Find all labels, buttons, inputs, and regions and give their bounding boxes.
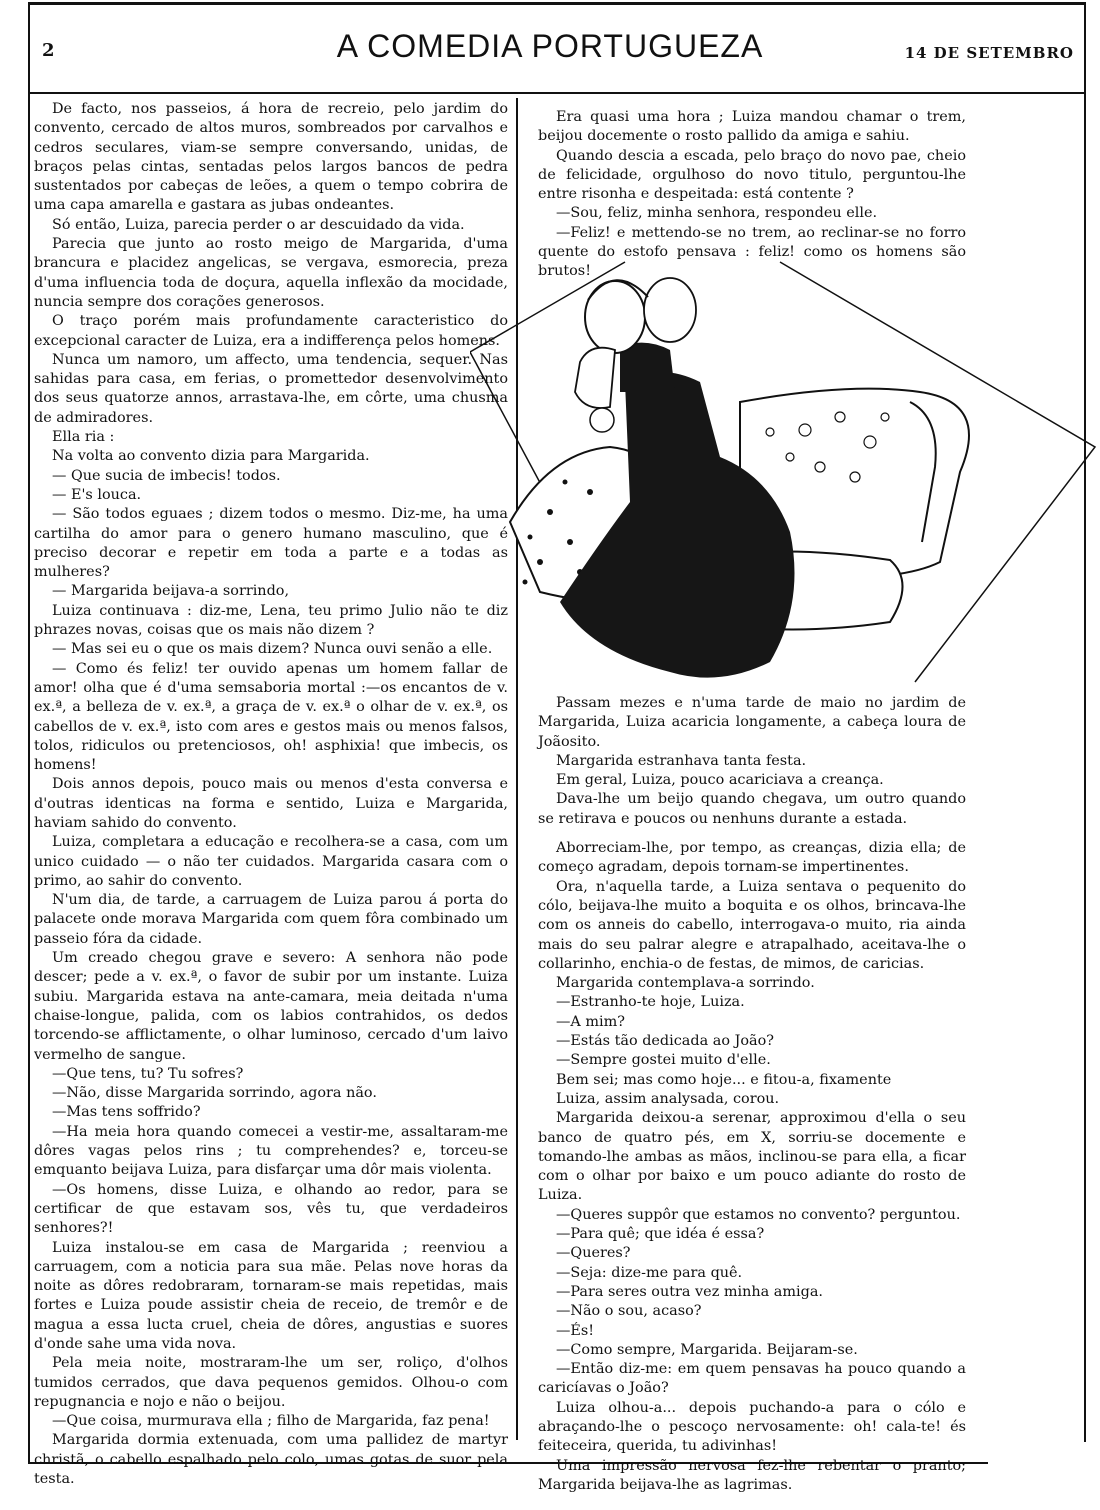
paragraph: De facto, nos passeios, á hora de recreio, pelo jardim do convento, cercado de altos muros, sombreados por carvalhos e cedros seculares, viam-se sempre conversando, unidas, de braços pelas cintas, sentadas pelos largos bancos de pedra sustentados por cabeças de leões, a quem o tempo cobrira de uma capa amarella e gastara as jubas ondeantes. [34,101,508,214]
paragraph: Pela meia noite, mostraram-lhe um ser, roliço, d'olhos tumidos cerrados, que dava pequenos gemidos. Olhou-o com repugnancia e nojo e não o beijou. [34,1355,508,1410]
page-number: 2 [42,40,55,61]
paragraph: Luiza continuava : diz-me, Lena, teu primo Julio não te diz phrazes novas, coisas que os mais não dizem ? [34,602,508,639]
paragraph: Só então, Luiza, parecia perder o ar descuidado da vida. [52,216,465,233]
paragraph: —Feliz! e mettendo-se no trem, ao reclinar-se no forro quente do estofo pensava : feliz! como os homens são brutos! [538,224,966,280]
paragraph: Margarida estranhava tanta festa. [556,752,807,769]
paragraph: — E's louca. [52,486,142,503]
paragraph: Dois annos depois, pouco mais ou menos d'esta conversa e d'outras identicas na forma e sentido, Luiza e Margarida, haviam sahido do convento. [34,776,508,831]
paragraph: Margarida dormia extenuada, com uma pallidez de martyr christã, o cabello espalhado pelo colo, umas gotas de suor pela testa. [34,1432,508,1488]
paragraph: —Mas tens soffrido? [52,1104,201,1121]
paragraph: —Estranho-te hoje, Luiza. [556,994,745,1011]
paragraph: —Sou, feliz, minha senhora, respondeu elle. [556,205,878,222]
paragraph: — Que sucia de imbecis! todos. [52,467,281,484]
paragraph: —Ha meia hora quando comecei a vestir-me, assaltaram-me dôres vagas pelos rins ; tu comprehendes? e, torceu-se emquanto beijava Luiza, para disfarçar uma dôr mais violenta. [34,1123,508,1179]
paragraph: O traço porém mais profundamente caracteristico do excepcional caracter de Luiza, era a indifferença pelos homens. [34,313,508,349]
paragraph: —Que tens, tu? Tu sofres? [52,1065,244,1082]
paragraph: Bem sei; mas como hoje... e fitou-a, fixamente [556,1071,892,1088]
left-text-column [34,100,508,1489]
paragraph: Luiza, completara a educação e recolhera-se a casa, com um unico cuidado — o não ter cuidados. Margarida casara com o primo, ao sahir do convento. [34,834,508,889]
paragraph: —Queres suppôr que estamos no convento? perguntou. [556,1206,961,1223]
paragraph: Ella ria : [52,429,115,446]
paragraph: Quando descia a escada, pelo braço do novo pae, cheio de felicidade, orgulhoso do novo titulo, perguntou-lhe entre risonha e despeitada: está contente ? [538,147,966,203]
paragraph: —Sempre gostei muito d'elle. [556,1052,771,1069]
paragraph: Margarida deixou-a serenar, approximou d'ella o seu banco de quatro pés, em X, sorriu-se docemente e tomando-lhe ambas as mãos, inclinou-se para ella, a ficar com o olhar por baixo e um pouco adiante do rosto de Luiza. [538,1110,966,1204]
paragraph: Uma impressão nervosa fez-lhe rebentar o pranto; Margarida beijava-lhe as lagrimas. [538,1457,966,1493]
paragraph: Era quasi uma hora ; Luiza mandou chamar o trem, beijou docemente o rosto pallido da amiga e sahiu. [538,109,966,145]
paragraph: — Margarida beijava-a sorrindo, [52,583,290,600]
page-border-right [1084,2,1086,1442]
paragraph: —Para seres outra vez minha amiga. [556,1283,823,1300]
paragraph: —Não, disse Margarida sorrindo, agora não. [52,1085,377,1102]
paragraph: —És! [556,1322,595,1339]
paragraph: —Os homens, disse Luiza, e olhando ao redor, para se certificar de que estavam sos, vês tu, que verdadeiros senhores?! [34,1181,508,1237]
paragraph: N'um dia, de tarde, a carruagem de Luiza parou á porta do palacete onde morava Margarida com quem fôra combinado um passeio fóra da cidade. [34,892,508,947]
paragraph: —Então diz-me: em quem pensavas ha pouco quando a caricíavas o João? [538,1361,966,1397]
paragraph: Margarida contemplava-a sorrindo. [556,975,815,992]
paragraph: Nunca um namoro, um affecto, uma tendencia, sequer. Nas sahidas para casa, em ferias, o promettedor desenvolvimento dos seus quatorze annos, arrastava-lhe, em côrte, uma chusma de admiradores. [34,351,508,426]
paragraph: —Como sempre, Margarida. Beijaram-se. [556,1341,858,1358]
paragraph: —Para quê; que idéa é essa? [556,1226,765,1243]
paragraph: — Mas sei eu o que os mais dizem? Nunca ouvi senão a elle. [52,641,493,658]
paragraph: Luiza olhou-a... depois puchando-a para o cólo e abraçando-lhe o pescoço nervosamente: oh! cala-te! és feiteceira, querida, tu adivinhas! [538,1399,966,1455]
paragraph: —A mim? [556,1013,625,1030]
page-border-left [28,2,30,1462]
paragraph: — Como és feliz! ter ouvido apenas um homem fallar de amor! olha que é d'uma semsaboria mortal :—os encantos de v. ex.ª, a belleza de v. ex.ª, a graça de v. ex.ª o olhar de v. ex.ª, os cabellos de v. ex.ª, isto com ares e gestos mais ou menos falsos, tolos, ridiculos ou pretenciosos, oh! asphixia! que imbecis, os homens! [34,660,508,774]
paragraph: Luiza instalou-se em casa de Margarida ; reenviou a carruagem, com a noticia para sua mãe. Pelas nove horas da noite as dôres redobraram, tornaram-se mais repetidas, mais fortes e Luiza poude assistir cheia de receio, de tremôr e de magua a essa lucta cruel, cheia de dôres, angustias e suores d'onde sahe uma vida nova. [34,1239,508,1352]
paragraph: —Não o sou, acaso? [556,1303,702,1320]
page-border-top [28,2,1086,5]
paragraph: —Que coisa, murmurava ella ; filho de Margarida, faz pena! [52,1413,490,1430]
paragraph: Parecia que junto ao rosto meigo de Margarida, d'uma brancura e placidez angelicas, se vergava, esmorecia, preza d'uma influencia toda de doçura, aquella inflexão da mocidade, nuncia sempre dos corações generosos. [34,236,508,310]
masthead-title: A COMEDIA PORTUGUEZA [336,28,764,64]
paragraph: Em geral, Luiza, pouco acariciava a creança. [556,772,884,789]
paragraph: Dava-lhe um beijo quando chegava, um outro quando se retirava e poucos ou nenhuns durante a estada. [538,791,966,827]
paragraph: Luiza, assim analysada, corou. [556,1090,780,1107]
paragraph: —Queres? [556,1245,631,1262]
paragraph: — São todos eguaes ; dizem todos o mesmo. Diz-me, ha uma cartilha do amor para o genero humano masculino, que é preciso decorar e repetir em toda a parte e a todas as mulheres? [34,506,508,581]
paragraph: Passam mezes e n'uma tarde de maio no jardim de Margarida, Luiza acaricia longamente, a cabeça loura de Joãosito. [538,695,966,750]
paragraph: Ora, n'aquella tarde, a Luiza sentava o pequenito do cólo, beijava-lhe muito a boquita e os olhos, brincava-lhe com os anneis do cabello, interrogava-o muito, ria ainda mais do seu palrar alegre e atrapalhado, aceitava-lhe o collarinho, enchia-o de festas, de mimos, de caricias. [538,878,966,972]
header-rule [28,92,1086,94]
paragraph: —Estás tão dedicada ao João? [556,1033,774,1050]
right-text-column-bottom [538,694,966,1495]
engraving-illustration [470,242,1100,692]
paragraph: Aborreciam-lhe, por tempo, as creanças, dizia ella; de começo agradam, depois tornam-se impertinentes. [538,840,966,876]
issue-date: 14 DE SETEMBRO [904,44,1074,62]
paragraph: Um creado chegou grave e severo: A senhora não pode descer; pede a v. ex.ª, o favor de subir por um instante. Luiza subiu. Margarida estava na ante-camara, meia deitada n'uma chaise-longue, palida, com os labios contrahidos, os dedos torcendo-se afflictamente, o olhar luminoso, cercado d'um laivo vermelho de sangue. [34,950,508,1063]
paragraph: Na volta ao convento dizia para Margarida. [52,448,370,465]
paragraph: —Seja: dize-me para quê. [556,1264,743,1281]
